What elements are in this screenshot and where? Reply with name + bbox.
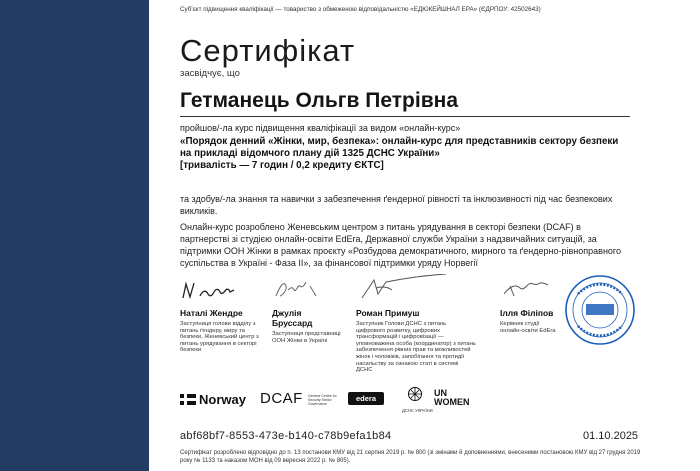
signer-3 bbox=[356, 274, 476, 374]
signer-name: Наталі Жендре bbox=[180, 308, 243, 318]
signer-role: Заступниця представниці ООН Жінки в Україні bbox=[272, 331, 341, 344]
name-underline bbox=[180, 116, 630, 117]
certificate-id: abf68bf7-8553-473e-b140-c78b9efa1b84 bbox=[180, 430, 392, 442]
edera-logo: edera bbox=[348, 392, 384, 405]
provider-line: Суб'єкт підвищення кваліфікації — товариство з обмеженою відповідальністю «ЕДЮКЕЙШНАЛ ЕРА» (ЄДРПОУ: 42502643) bbox=[180, 6, 541, 13]
about-text: Онлайн-курс розроблено Женевським центром з питань урядування в секторі безпеки (DCAF) в партнерстві зі студією онлайн-освіти EdEra, Державної служби України з надзвичайних ситуацій, за підтримки ООН Жінки в рамках проєкту «Розбудова демократичного, мирного та ґендерно-рівноправного суспільства в Україні - Фаза ІІ», за фінансової підтримки уряду Норвегії bbox=[180, 222, 622, 268]
footer-note: Сертифікат розроблено відповідно до п. 13 постанови КМУ від 21 серпня 2019 р. № 800 (зі змінами й доповненнями, внесеними постановою КМУ від 27 грудня 2019 року № 1133 та наказом МОН від 09 вересня 2022 р. № 805). bbox=[180, 450, 641, 464]
certificate-title: Сертифікат bbox=[180, 33, 356, 68]
issue-date: 01.10.2025 bbox=[583, 430, 639, 442]
dsns-label: ДСНС УКРАЇНИ bbox=[402, 408, 433, 413]
norway-flag-icon bbox=[180, 394, 196, 405]
dcaf-logo: DCAF bbox=[260, 390, 303, 407]
signer-4 bbox=[500, 274, 560, 334]
course-title: «Порядок денний «Жінки, мир, безпека»: онлайн-курс для представників сектору безпеки на прикладі відомчого плану дій 1325 ДСНС України» bbox=[180, 136, 619, 159]
partner-logos bbox=[180, 386, 500, 412]
signer-role: Заступниця голови відділу з питань ґендеру, миру та безпеки, Женевський центр з питань урядування в секторі безпеки bbox=[180, 321, 259, 354]
signature-mark bbox=[356, 274, 476, 304]
skills-text: та здобув/-ла знання та навички з забезпечення ґендерної рівності та інклюзивності під час безпекових викликів. bbox=[180, 194, 613, 216]
unwomen-line-2: WOMEN bbox=[434, 397, 470, 407]
signer-name: Джулія Бруссард bbox=[272, 308, 313, 328]
signature-mark bbox=[272, 274, 344, 304]
signature-mark bbox=[500, 274, 560, 304]
signer-1 bbox=[180, 274, 262, 354]
unwomen-logo bbox=[434, 389, 470, 407]
recipient-name: Гетманець Ольгв Петрівна bbox=[180, 89, 458, 112]
norway-logo: Norway bbox=[180, 392, 246, 407]
course-block bbox=[180, 136, 630, 172]
signer-name: Роман Примуш bbox=[356, 308, 420, 318]
official-stamp bbox=[564, 274, 636, 346]
dcaf-subtitle: Geneva Centre for Security Sector Governance bbox=[308, 394, 337, 406]
course-duration: [тривалість — 7 годин / 0,2 кредиту ЄКТС] bbox=[180, 160, 384, 171]
signature-mark bbox=[180, 274, 262, 304]
unwomen-line-1: UN bbox=[434, 388, 447, 398]
dsns-logo bbox=[402, 386, 433, 413]
signer-role: Керівник студії онлайн-освіти EdEra bbox=[500, 321, 556, 334]
decorative-sidebar bbox=[0, 0, 149, 471]
dsns-emblem-icon bbox=[407, 386, 423, 402]
signer-2 bbox=[272, 274, 344, 344]
signer-name: Ілля Філіпов bbox=[500, 308, 554, 318]
certifies-label: засвідчує, що bbox=[180, 68, 240, 79]
completed-line: пройшов/-ла курс підвищення кваліфікації за видом «онлайн-курс» bbox=[180, 123, 461, 133]
signer-role: Заступник Голови ДСНС з питань цифрового розвитку, цифрових трансформацій і цифровізації — уповноважена особа (координатор) з питань забезпечення рівних прав та можливостей жінок і чоловіків, запобігання та протидії насильству за ознакою статі в системі ДСНС bbox=[356, 321, 476, 374]
